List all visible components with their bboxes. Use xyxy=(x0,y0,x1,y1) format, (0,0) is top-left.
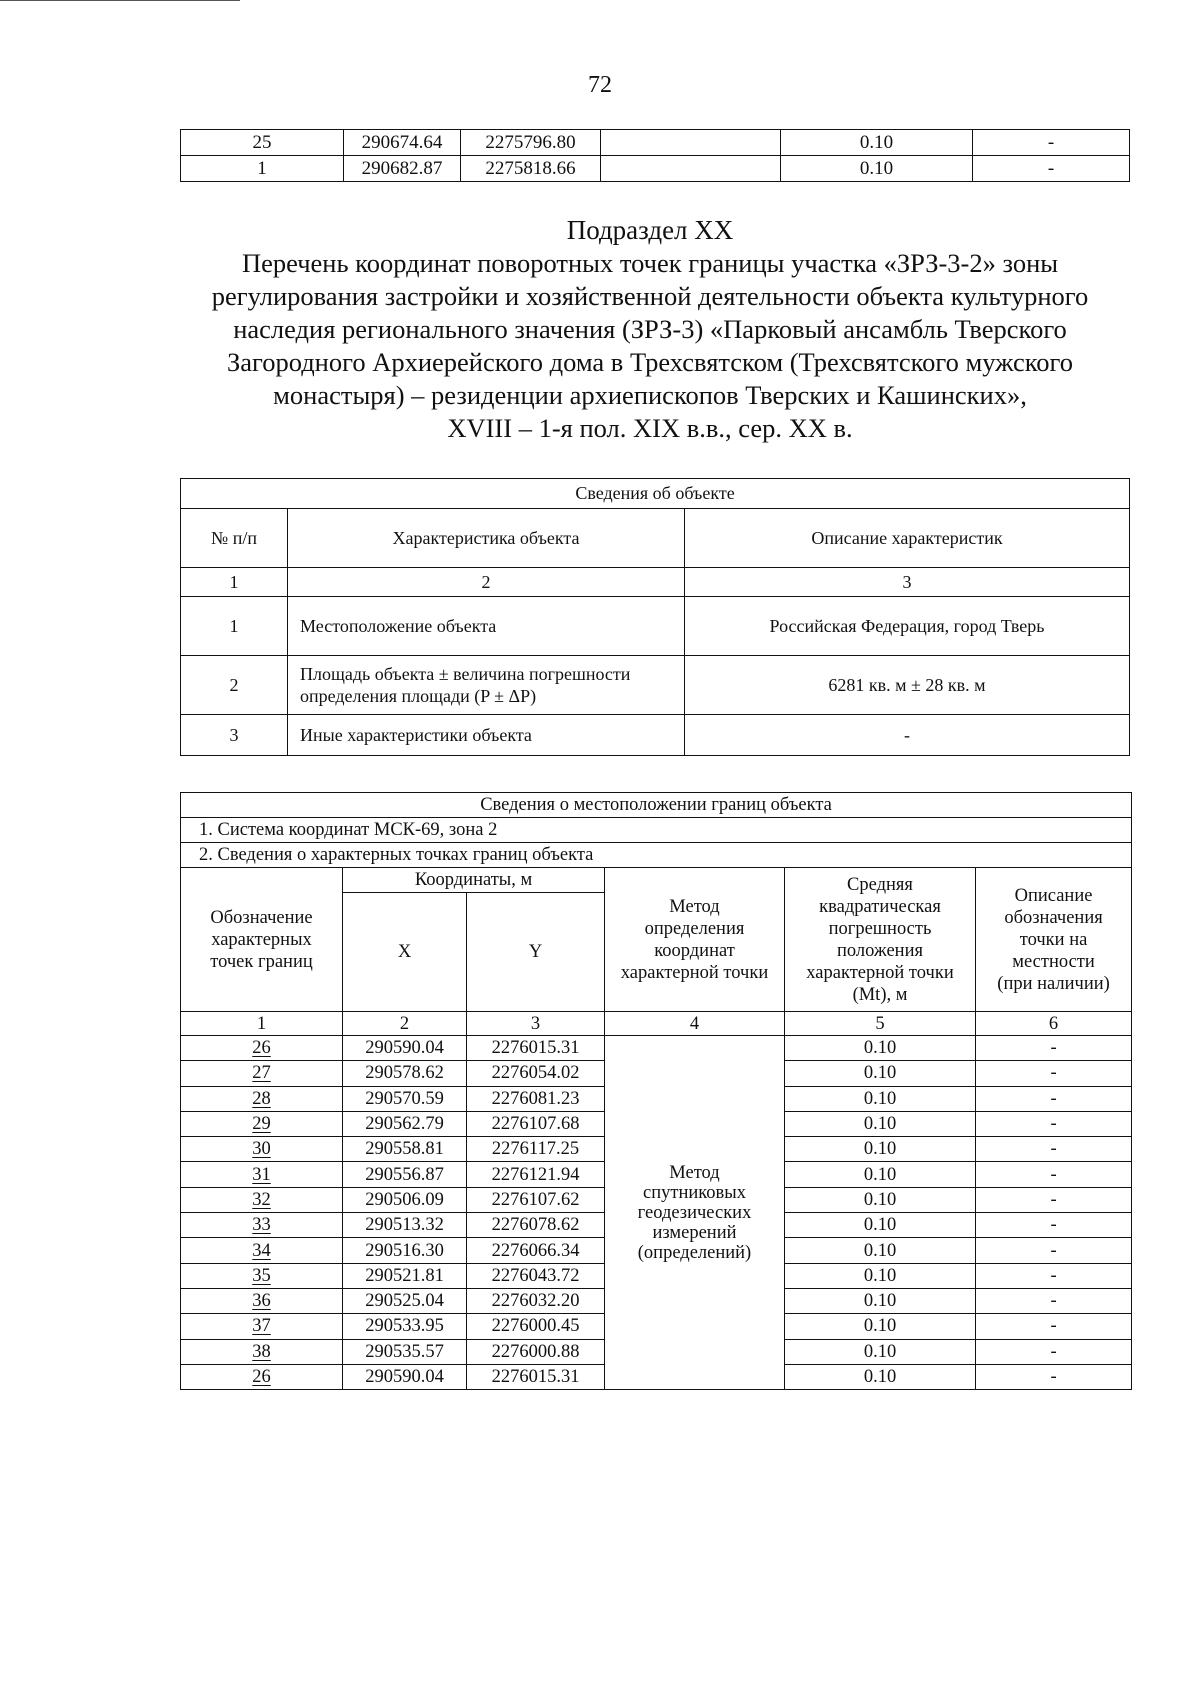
header-line: (при наличии) xyxy=(997,973,1110,994)
header-x: X xyxy=(343,893,467,1012)
accuracy-value: 0.10 xyxy=(781,156,973,182)
heading-line: XVIII – 1-я пол. XIX в.в., сер. XX в. xyxy=(447,413,853,443)
method-line: (определений) xyxy=(637,1242,752,1263)
coordinate-y: 2276078.62 xyxy=(467,1213,605,1238)
point-description: - xyxy=(976,1111,1132,1136)
row-number: 3 xyxy=(181,715,288,756)
characteristic-name xyxy=(288,597,685,656)
heading-line: Перечень координат поворотных точек границы участка «ЗРЗ-3-2» зоны xyxy=(241,248,1059,278)
header-number: № п/п xyxy=(181,509,288,568)
coordinate-x: 290578.62 xyxy=(343,1061,467,1086)
header-coordinates: Координаты, м xyxy=(343,868,605,893)
accuracy-value: 0.10 xyxy=(785,1213,976,1238)
boundary-coordinates-table xyxy=(180,792,1132,1390)
method-line: Метод xyxy=(669,1162,720,1183)
point-description: - xyxy=(976,1086,1132,1111)
header-line: положения xyxy=(837,940,923,961)
coordinate-x: 290513.32 xyxy=(343,1213,467,1238)
point-number: 29 xyxy=(181,1111,343,1136)
coordinate-y: 2275796.80 xyxy=(461,130,601,156)
continuation-table xyxy=(180,129,1130,182)
accuracy-value: 0.10 xyxy=(785,1036,976,1061)
point-number: 38 xyxy=(181,1339,343,1364)
column-number: 1 xyxy=(181,568,288,597)
point-description: - xyxy=(976,1339,1132,1364)
accuracy-value: 0.10 xyxy=(785,1238,976,1263)
point-number: 37 xyxy=(181,1314,343,1339)
column-number: 3 xyxy=(467,1012,605,1036)
point-description: - xyxy=(976,1238,1132,1263)
accuracy-value: 0.10 xyxy=(785,1288,976,1313)
header-designation xyxy=(181,868,343,1012)
point-description: - xyxy=(973,130,1130,156)
column-number: 5 xyxy=(785,1012,976,1036)
heading-line: регулирования застройки и хозяйственной деятельности объекта культурного xyxy=(211,281,1089,311)
characteristic-line: определения площади (P ± ΔP) xyxy=(300,686,537,706)
accuracy-value: 0.10 xyxy=(785,1314,976,1339)
characteristic-value: - xyxy=(685,715,1130,756)
method-line: спутниковых xyxy=(643,1182,746,1203)
point-number: 30 xyxy=(181,1137,343,1162)
point-number: 33 xyxy=(181,1213,343,1238)
column-number: 1 xyxy=(181,1012,343,1036)
table-row xyxy=(181,156,1130,182)
column-number: 2 xyxy=(288,568,685,597)
table-row xyxy=(181,130,1130,156)
coordinate-y: 2276032.20 xyxy=(467,1288,605,1313)
coordinate-y: 2276066.34 xyxy=(467,1238,605,1263)
point-number: 26 xyxy=(181,1036,343,1061)
coordinate-y: 2276107.68 xyxy=(467,1111,605,1136)
header-line: Средняя xyxy=(847,874,913,895)
table-row xyxy=(181,597,1130,656)
characteristic-value: Российская Федерация, город Тверь xyxy=(685,597,1130,656)
coordinate-x: 290521.81 xyxy=(343,1263,467,1288)
coordinate-x: 290590.04 xyxy=(343,1036,467,1061)
point-number: 1 xyxy=(181,156,344,182)
header-line: определения xyxy=(644,918,745,939)
point-number: 25 xyxy=(181,130,344,156)
point-description: - xyxy=(976,1162,1132,1187)
object-table-title: Сведения об объекте xyxy=(181,479,1130,509)
coordinate-x: 290533.95 xyxy=(343,1314,467,1339)
header-line: характерной точки xyxy=(806,962,954,983)
section-heading xyxy=(160,214,1140,445)
column-number: 4 xyxy=(605,1012,785,1036)
header-line: обозначения xyxy=(1004,907,1103,928)
header-y: Y xyxy=(467,893,605,1012)
point-number: 31 xyxy=(181,1162,343,1187)
column-number: 6 xyxy=(976,1012,1132,1036)
characteristic-name xyxy=(288,715,685,756)
coordinate-x: 290682.87 xyxy=(344,156,461,182)
column-number: 3 xyxy=(685,568,1130,597)
table-row xyxy=(181,715,1130,756)
accuracy-value: 0.10 xyxy=(785,1162,976,1187)
point-description: - xyxy=(976,1263,1132,1288)
heading-line: монастыря) – резиденции архиепископов Тверских и Кашинских», xyxy=(273,380,1027,410)
coordinate-x: 290556.87 xyxy=(343,1162,467,1187)
column-number: 2 xyxy=(343,1012,467,1036)
coordinate-y: 2276121.94 xyxy=(467,1162,605,1187)
coordinate-y: 2276015.31 xyxy=(467,1036,605,1061)
header-description: Описание характеристик xyxy=(685,509,1130,568)
accuracy-value: 0.10 xyxy=(781,130,973,156)
scan-edge-line xyxy=(0,0,240,1)
object-info-table xyxy=(180,478,1130,756)
header-line: точек границ xyxy=(210,951,313,972)
accuracy-value: 0.10 xyxy=(785,1111,976,1136)
header-line: квадратическая xyxy=(819,896,941,917)
characteristic-name xyxy=(288,656,685,715)
accuracy-value: 0.10 xyxy=(785,1137,976,1162)
coordinate-y: 2276000.88 xyxy=(467,1339,605,1364)
coordinate-x: 290674.64 xyxy=(344,130,461,156)
coordinate-x: 290558.81 xyxy=(343,1137,467,1162)
point-number: 26 xyxy=(181,1364,343,1389)
method-line: измерений xyxy=(652,1222,737,1243)
heading-line: Загородного Архиерейского дома в Трехсвятском (Трехсвятского мужского xyxy=(226,347,1074,377)
header-line: местности xyxy=(1012,951,1095,972)
accuracy-value: 0.10 xyxy=(785,1263,976,1288)
coordinate-y: 2276043.72 xyxy=(467,1263,605,1288)
points-title: 2. Сведения о характерных точках границ объекта xyxy=(181,843,1132,868)
coordinate-y: 2276015.31 xyxy=(467,1364,605,1389)
point-description: - xyxy=(976,1288,1132,1313)
point-number: 34 xyxy=(181,1238,343,1263)
table-row xyxy=(181,656,1130,715)
accuracy-value: 0.10 xyxy=(785,1086,976,1111)
heading-line: наследия регионального значения (ЗРЗ-3) «Парковый ансамбль Тверского xyxy=(233,314,1067,344)
accuracy-value: 0.10 xyxy=(785,1187,976,1212)
point-description: - xyxy=(976,1036,1132,1061)
coordinate-y: 2276054.02 xyxy=(467,1061,605,1086)
coordinate-system: 1. Система координат МСК-69, зона 2 xyxy=(181,818,1132,843)
point-number: 36 xyxy=(181,1288,343,1313)
table-row xyxy=(181,1036,1132,1061)
accuracy-value: 0.10 xyxy=(785,1061,976,1086)
header-line: (Mt), м xyxy=(852,984,908,1005)
header-line: Метод xyxy=(669,896,720,917)
point-description: - xyxy=(976,1061,1132,1086)
point-description: - xyxy=(976,1314,1132,1339)
coordinate-x: 290525.04 xyxy=(343,1288,467,1313)
point-description: - xyxy=(973,156,1130,182)
row-number: 1 xyxy=(181,597,288,656)
characteristic-line: Иные характеристики объекта xyxy=(300,725,532,745)
header-line: Обозначение xyxy=(210,907,313,928)
heading-text xyxy=(160,247,1140,445)
coordinate-y: 2276117.25 xyxy=(467,1137,605,1162)
method-cell xyxy=(605,1036,785,1390)
point-description: - xyxy=(976,1213,1132,1238)
method-cell xyxy=(601,130,781,156)
header-line: координат xyxy=(654,940,735,961)
header-line: характерной точки xyxy=(620,962,769,983)
coordinate-x: 290570.59 xyxy=(343,1086,467,1111)
accuracy-value: 0.10 xyxy=(785,1364,976,1389)
coord-table-title: Сведения о местоположении границ объекта xyxy=(181,793,1132,818)
accuracy-value: 0.10 xyxy=(785,1339,976,1364)
point-number: 32 xyxy=(181,1187,343,1212)
header-line: точки на xyxy=(1019,929,1088,950)
coordinate-x: 290535.57 xyxy=(343,1339,467,1364)
point-description: - xyxy=(976,1364,1132,1389)
header-characteristic: Характеристика объекта xyxy=(288,509,685,568)
header-line: Описание xyxy=(1014,885,1093,906)
point-description: - xyxy=(976,1137,1132,1162)
row-number: 2 xyxy=(181,656,288,715)
point-number: 35 xyxy=(181,1263,343,1288)
characteristic-line: Площадь объекта ± величина погрешности xyxy=(300,664,631,684)
coordinate-x: 290506.09 xyxy=(343,1187,467,1212)
coordinate-x: 290590.04 xyxy=(343,1364,467,1389)
coordinate-x: 290516.30 xyxy=(343,1238,467,1263)
coordinate-y: 2276081.23 xyxy=(467,1086,605,1111)
coordinate-y: 2276107.62 xyxy=(467,1187,605,1212)
coordinate-x: 290562.79 xyxy=(343,1111,467,1136)
column-numbers-row xyxy=(181,1012,1132,1036)
coordinate-y: 2276000.45 xyxy=(467,1314,605,1339)
header-line: погрешность xyxy=(828,918,932,939)
subsection-title: Подраздел XX xyxy=(566,215,734,245)
page-number: 72 xyxy=(588,72,612,98)
point-number: 27 xyxy=(181,1061,343,1086)
point-description: - xyxy=(976,1187,1132,1212)
characteristic-value: 6281 кв. м ± 28 кв. м xyxy=(685,656,1130,715)
point-number: 28 xyxy=(181,1086,343,1111)
header-accuracy xyxy=(785,868,976,1012)
header-method xyxy=(605,868,785,1012)
characteristic-line: Местоположение объекта xyxy=(300,616,497,636)
coordinate-y: 2275818.66 xyxy=(461,156,601,182)
header-point-description xyxy=(976,868,1132,1012)
method-line: геодезических xyxy=(637,1202,752,1223)
header-line: характерных xyxy=(211,929,312,950)
method-cell xyxy=(601,156,781,182)
